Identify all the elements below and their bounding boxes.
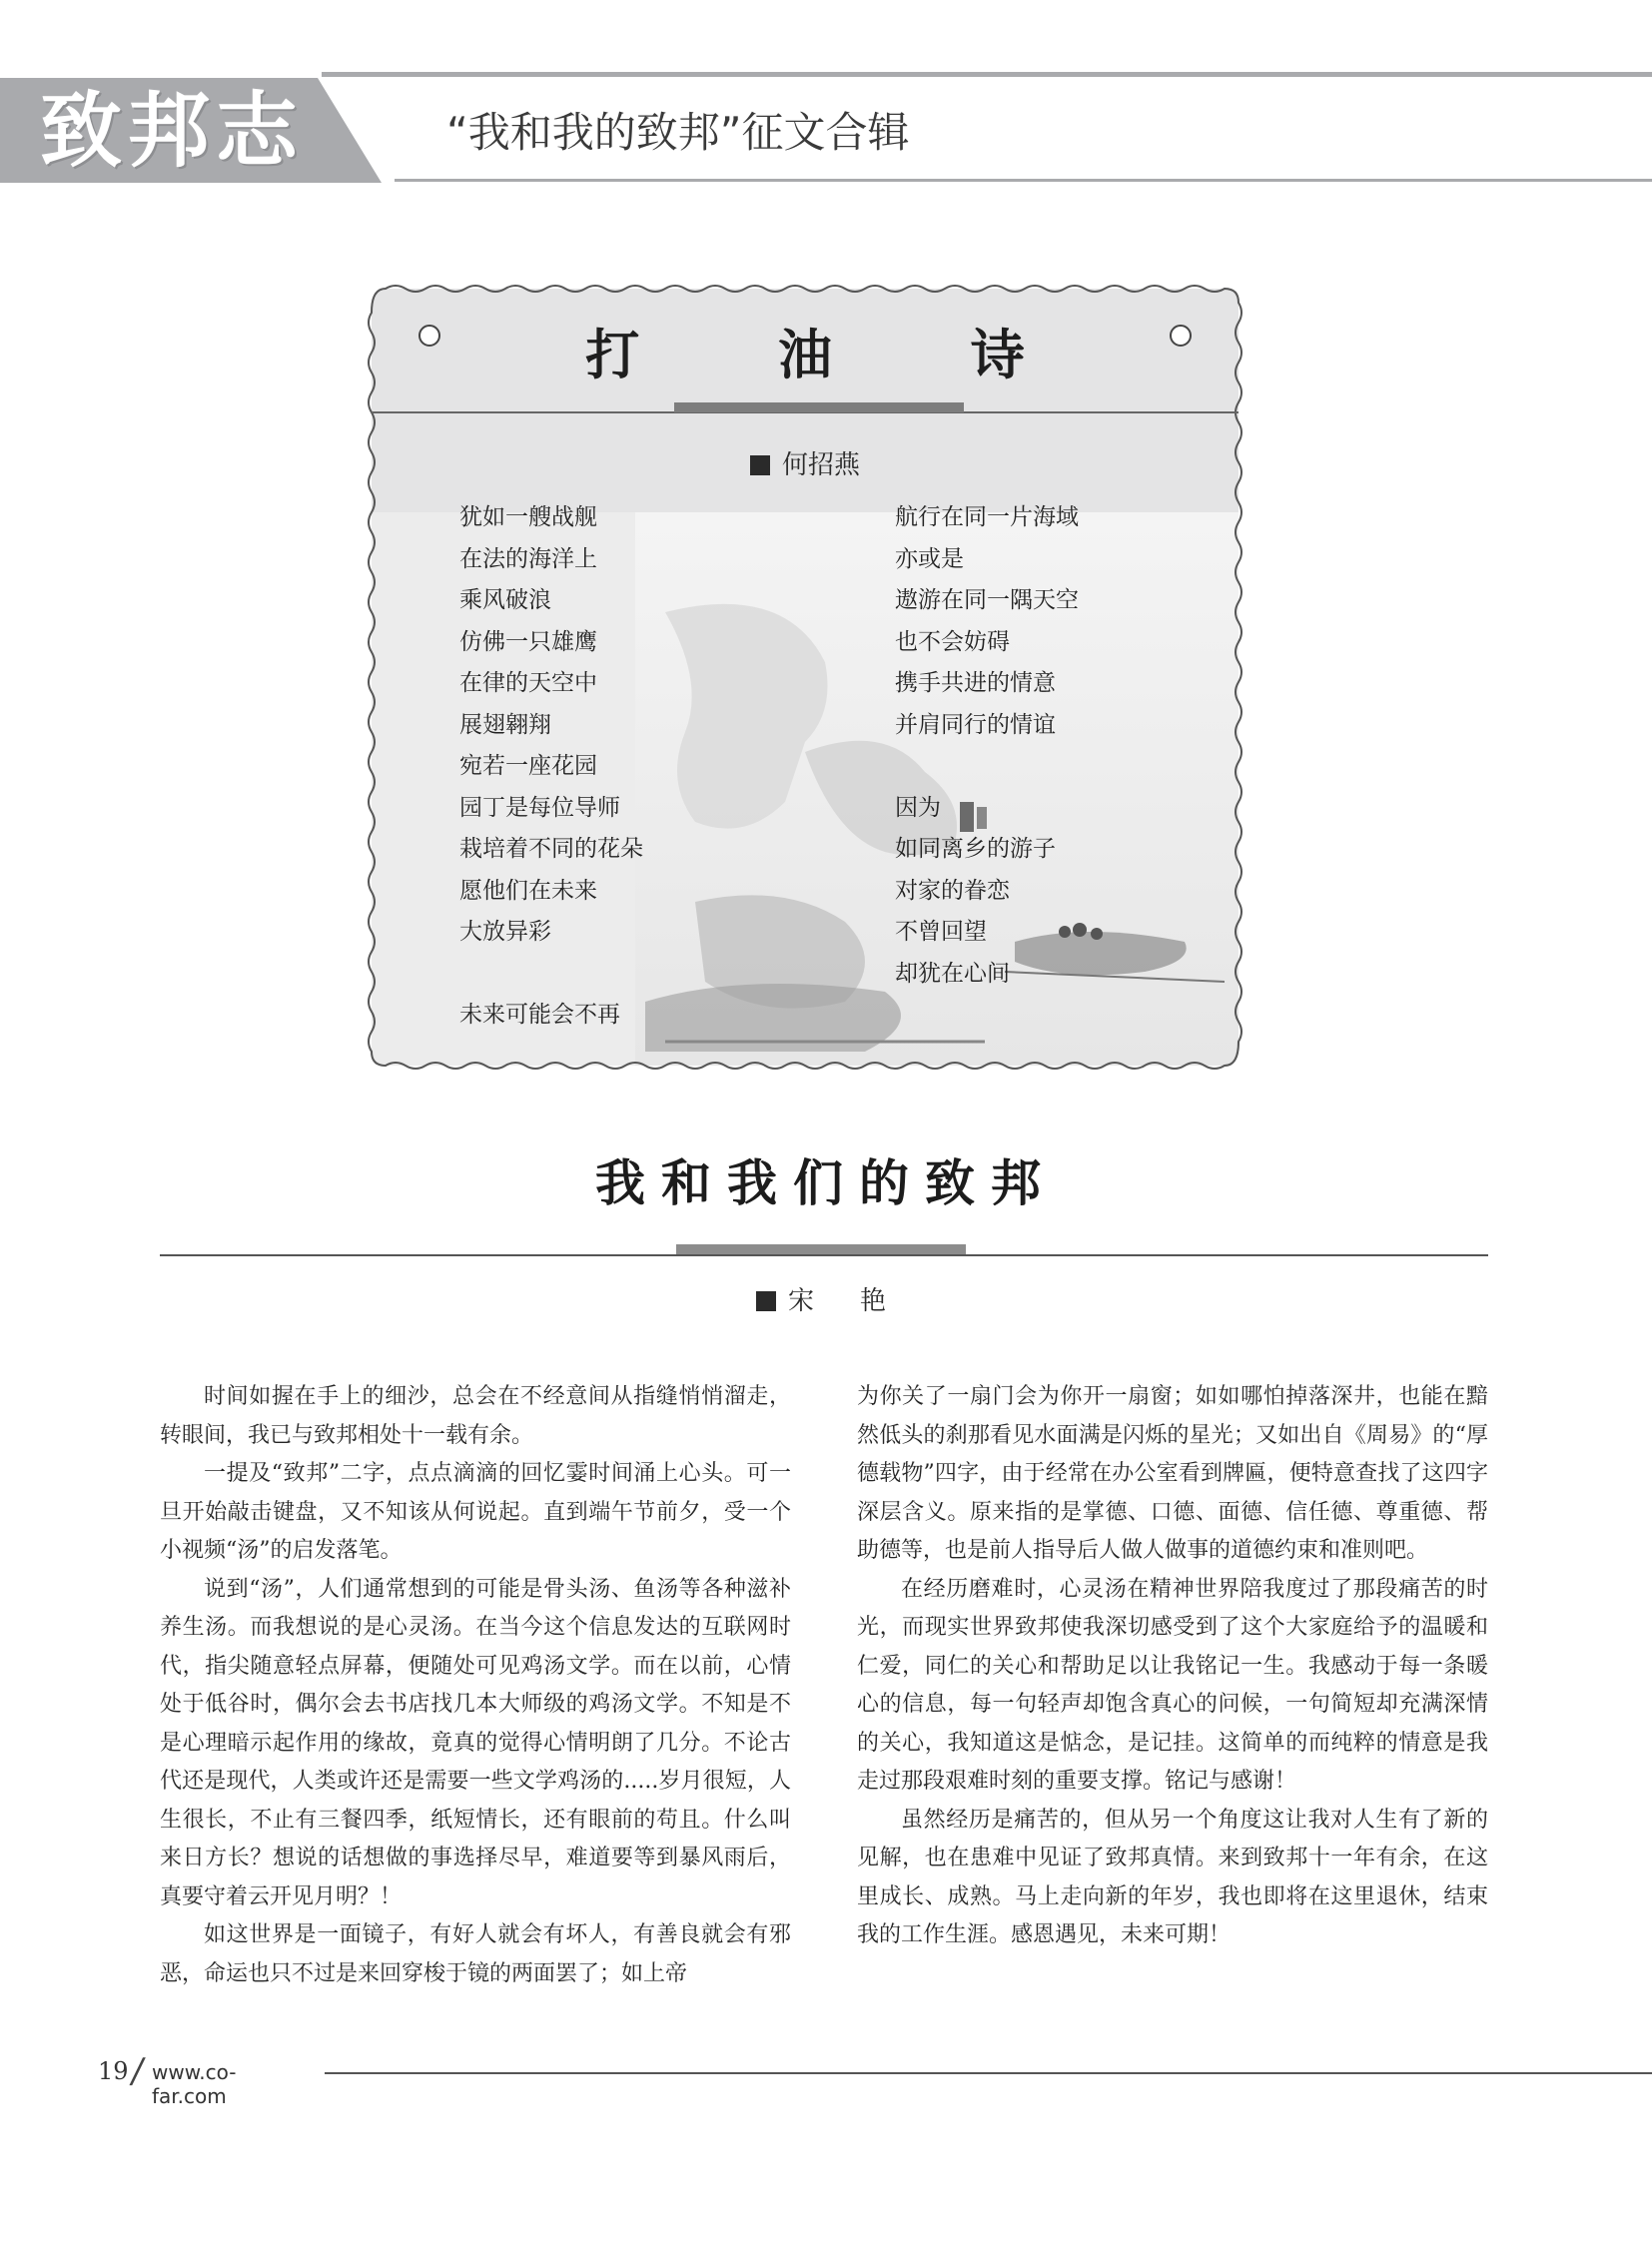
article-paragraph: 在经历磨难时，心灵汤在精神世界陪我度过了那段痛苦的时光，而现实世界致邦使我深切感受到了这个大家庭给予的温暖和仁爱，同仁的关心和帮助足以让我铭记一生。我感动于每一条暖心的信息，每一句轻声却饱含真心的问候，一句简短却充满深情的关心，我知道这是惦念，是记挂。这简单的而纯粹的情意是我走过那段艰难时刻的重要支撑。铭记与感谢！ <box>857 1576 1488 1794</box>
article-author-line <box>0 1280 1652 1317</box>
poem-line: 对家的眷恋 <box>895 877 1010 904</box>
poem-line: 在法的海洋上 <box>459 545 597 572</box>
poem-line: 亦或是 <box>895 545 964 572</box>
poem-line: 园丁是每位导师 <box>459 794 620 821</box>
poem-line: 却犹在心间 <box>895 960 1010 987</box>
article-author: 宋 艳 <box>787 1286 896 1316</box>
article-paragraph: 一提及“致邦”二字，点点滴滴的回忆霎时间涌上心头。可一旦开始敲击键盘，又不知该从何说起。直到端午节前夕，受一个小视频“汤”的启发落笔。 <box>160 1461 791 1563</box>
poem-line: 未来可能会不再 <box>459 1002 620 1028</box>
article-paragraph: 如这世界是一面镜子，有好人就会有坏人，有善良就会有邪恶，命运也只不过是来回穿梭于镜的两面罢了；如上帝 <box>160 1922 791 1986</box>
section-title: “我和我的致邦”征文合辑 <box>446 108 910 157</box>
poem-line: 大放异彩 <box>459 919 551 945</box>
magazine-logo: 致邦志 <box>40 83 305 179</box>
poem-right-column <box>895 497 1079 995</box>
poem-line: 展翅翱翔 <box>459 711 551 738</box>
poem-line: 不曾回望 <box>895 919 987 945</box>
poem-author-line <box>366 444 1244 481</box>
poem-line: 携手共进的情意 <box>895 670 1056 696</box>
poem-line: 也不会妨碍 <box>895 628 1010 655</box>
poem-title: 打 油 诗 <box>585 324 1085 386</box>
article-title-rule <box>160 1254 1488 1256</box>
article-right-column <box>857 1378 1488 1955</box>
header-rule-top <box>322 72 1652 77</box>
poem-line: 并肩同行的情谊 <box>895 711 1056 738</box>
poem-line: 愿他们在未来 <box>459 877 597 904</box>
article-paragraph: 虽然经历是痛苦的，但从另一个角度这让我对人生有了新的见解，也在患难中见证了致邦真情。来到致邦十一年有余，在这里成长、成熟。马上走向新的年岁，我也即将在这里退休，结束我的工作生涯。感恩遇见，未来可期！ <box>857 1807 1488 1947</box>
poem-line <box>895 746 1079 788</box>
poem-line: 遨游在同一隅天空 <box>895 587 1079 613</box>
article-title: 我和我们的致邦 <box>595 1154 1057 1212</box>
black-square-icon <box>750 455 770 475</box>
slash-divider-icon: / <box>128 2051 147 2091</box>
poem-line: 在律的天空中 <box>459 670 597 696</box>
article-paragraph: 时间如握在手上的细沙，总会在不经意间从指缝悄悄溜走，转眼间，我已与致邦相处十一载有余。 <box>160 1384 791 1448</box>
poem-line: 犹如一艘战舰 <box>459 504 597 530</box>
page-header <box>0 0 1652 185</box>
article-paragraph-continued: 为你关了一扇门会为你开一扇窗；如如哪怕掉落深井，也能在黯然低头的刹那看见水面满是闪烁的星光；又如出自《周易》的“厚德载物”四字，由于经常在办公室看到牌匾，便特意查找了这四字深层含义。原来指的是掌德、口德、面德、信任德、尊重德、帮助德等，也是前人指导后人做人做事的道德约束和准则吧。 <box>857 1384 1488 1563</box>
poem-line: 乘风破浪 <box>459 587 551 613</box>
poem-line: 栽培着不同的花朵 <box>459 836 643 862</box>
poem-card <box>366 283 1244 1072</box>
poem-author: 何招燕 <box>781 450 860 480</box>
poem-line: 宛若一座花园 <box>459 753 597 779</box>
black-square-icon <box>756 1291 776 1311</box>
poem-line: 如同离乡的游子 <box>895 836 1056 862</box>
article-title-rule-bar <box>676 1244 966 1254</box>
poem-left-column <box>459 497 643 1037</box>
footer-rule <box>325 2072 1652 2074</box>
poem-line: 航行在同一片海域 <box>895 504 1079 530</box>
poem-line: 因为 <box>895 794 941 821</box>
poem-line: 仿佛一只雄鹰 <box>459 628 597 655</box>
header-rule-bottom <box>395 179 1652 182</box>
page-number: 19 <box>98 2057 129 2085</box>
poem-line <box>459 954 643 996</box>
article-left-column <box>160 1378 791 1993</box>
website-link[interactable]: www.co-far.com <box>152 2060 237 2108</box>
article-paragraph: 说到“汤”，人们通常想到的可能是骨头汤、鱼汤等各种滋补养生汤。而我想说的是心灵汤。在当今这个信息发达的互联网时代，指尖随意轻点屏幕，便随处可见鸡汤文学。而在以前，心情处于低谷时，偶尔会去书店找几本大师级的鸡汤文学。不知是不是心理暗示起作用的缘故，竟真的觉得心情明朗了几分。不论古代还是现代，人类或许还是需要一些文学鸡汤的.....岁月很短，人生很长，不止有三餐四季，纸短情长，还有眼前的苟且。什么叫来日方长？想说的话想做的事选择尽早，难道要等到暴风雨后，真要守着云开见月明？！ <box>160 1576 791 1909</box>
